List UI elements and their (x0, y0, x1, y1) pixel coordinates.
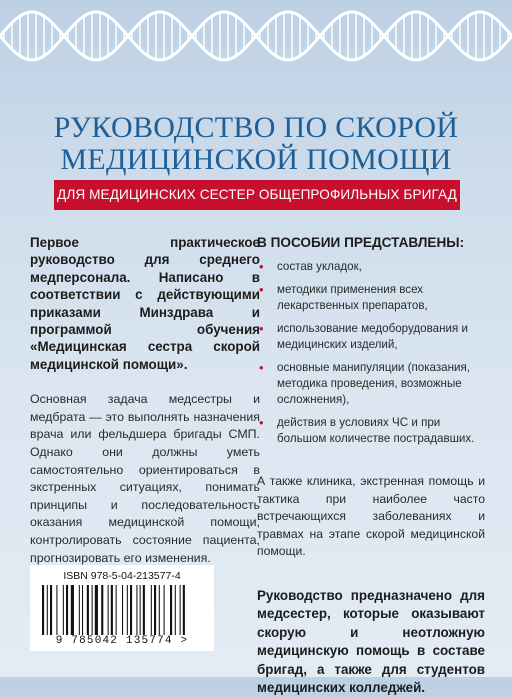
audience-paragraph: Руководство предназначено для медсестер, которые оказывают скорую и неотложную медицинскую помощь в составе бригад, а также для студентов медицинских колледжей. (257, 587, 485, 695)
barcode-bar (79, 585, 80, 635)
list-item-text: действия в условиях ЧС и при большом количестве пострадавших. (277, 416, 475, 445)
barcode-bar (42, 585, 44, 635)
contents-list (257, 259, 485, 447)
bullet-icon: • (259, 415, 264, 430)
description-paragraph: Основная задача медсестры и медбрата — это выполнять назначения врача или фельдшера бригады СМП. Однако они должны уметь самостоятельно ориентироваться в экстренных ситуациях, понимать принципы и последовательность оказания медицинской помощи, контролировать состояние пациента, прогнозировать его изменения. (30, 392, 260, 565)
contents-heading: В ПОСОБИИ ПРЕДСТАВЛЕНЫ: (257, 235, 465, 250)
barcode-bar (143, 585, 145, 635)
right-column (257, 234, 485, 697)
barcode-bar (95, 585, 98, 635)
barcode-bar (101, 585, 103, 635)
barcode-bar (159, 585, 160, 635)
barcode-bar (136, 585, 137, 635)
barcode-bar (151, 585, 152, 635)
list-item-text: состав укладок, (277, 260, 362, 273)
ean-digits: 9 785042 135774 > (55, 635, 189, 647)
lead-paragraph: Первое практическое руководство для среднего медперсонала. Написано в соответствии с действующими приказами Минздрава и программой обучения «Медицинская сестра скорой медицинской помощи». (30, 235, 260, 372)
barcode-bar (140, 585, 141, 635)
book-title-line-2: МЕДИЦИНСКОЙ ПОМОЩИ (60, 143, 452, 176)
barcode-bar (154, 585, 156, 635)
list-item (257, 282, 485, 314)
book-title-line-1: РУКОВОДСТВО ПО СКОРОЙ (53, 111, 459, 144)
barcode (30, 565, 214, 651)
barcode-bar (108, 585, 109, 635)
barcode-bar (47, 585, 48, 635)
list-item-text: методики применения всех лекарственных препаратов, (277, 283, 428, 312)
barcode-bar (92, 585, 93, 635)
barcode-bar (56, 585, 57, 635)
barcode-bar (130, 585, 132, 635)
barcode-bar (164, 585, 165, 635)
barcode-bar (71, 585, 74, 635)
left-column (30, 234, 260, 567)
list-item-text: основные манипуляции (показания, методика проведения, возможные осложнения), (277, 361, 471, 406)
barcode-bar (50, 585, 52, 635)
bullet-icon: • (259, 360, 264, 375)
dna-helix-decoration (0, 0, 512, 80)
bullet-icon: • (259, 259, 264, 274)
barcode-bar (63, 585, 64, 635)
list-item (257, 259, 485, 275)
barcode-bar (116, 585, 117, 635)
barcode-bar (66, 585, 68, 635)
bullet-icon: • (259, 282, 264, 297)
list-item-text: использование медоборудования и медицинских изделий, (277, 322, 468, 351)
barcode-bar (111, 585, 113, 635)
book-title (0, 112, 512, 176)
list-item (257, 321, 485, 353)
list-item (257, 415, 485, 447)
barcode-bar (170, 585, 172, 635)
barcode-bar (183, 585, 185, 635)
subtitle-banner: ДЛЯ МЕДИЦИНСКИХ СЕСТЕР ОБЩЕПРОФИЛЬНЫХ БРИГАД (54, 180, 460, 210)
barcode-bar (127, 585, 128, 635)
list-item (257, 360, 485, 408)
bullet-icon: • (259, 321, 264, 336)
also-paragraph: А также клиника, экстренная помощь и тактика при наиболее часто встречающихся заболеваниях и травмах на этапе скорой медицинской помощи. (257, 474, 485, 559)
barcode-bar (82, 585, 83, 635)
isbn-number: ISBN 978-5-04-213577-4 (63, 570, 181, 582)
barcode-bar (175, 585, 176, 635)
barcode-bar (87, 585, 89, 635)
barcode-bars (42, 585, 202, 635)
barcode-bar (122, 585, 123, 635)
barcode-bar (180, 585, 181, 635)
